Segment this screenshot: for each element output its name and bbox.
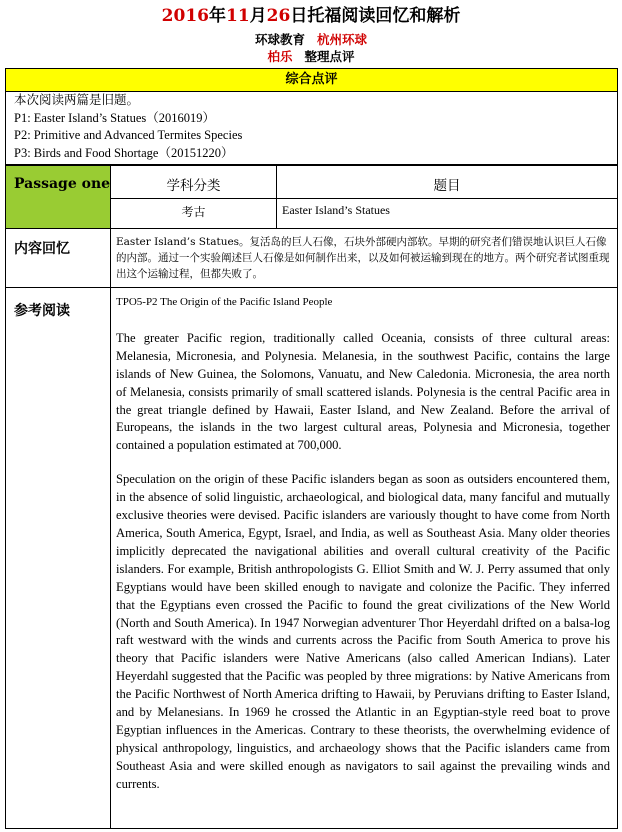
topic-value: Easter Island’s Statues <box>282 203 390 217</box>
reference-paragraph: The greater Pacific region, traditionally called Oceania, consists of three cultural areas: Melanesia, Micronesia, and Polynesia. Melanesia, in the southwest Pacific, contains the large islands of New Guinea, the Solomons, Vanuatu, and New Caledonia. Micronesia, the area north of Melanesia, consists primarily of small scattered islands. Polynesia is the central Pacific area in the great triangle defined by Hawaii, Easter Island, and New Zealand. Before the arrival of Europeans, the islands in the two largest cultural areas, Polynesia and Micronesia, together contained a population estimated at 700,000. <box>116 330 610 453</box>
table-border <box>5 228 618 229</box>
table-border <box>5 828 618 829</box>
overall-comment-heading: 综合点评 <box>5 68 618 92</box>
table-border <box>276 165 277 229</box>
reference-label: 参考阅读 <box>14 303 70 319</box>
organization-line: 环球教育 杭州环球 <box>254 32 368 47</box>
intro-line: P2: Primitive and Advanced Termites Species <box>14 128 243 142</box>
overall-comment-body <box>5 92 618 165</box>
intro-line: P1: Easter Island’s Statues（2016019） <box>14 110 216 125</box>
table-border <box>5 165 6 829</box>
reference-source: TPO5-P2 The Origin of the Pacific Island People <box>116 296 333 308</box>
recall-label: 内容回忆 <box>14 241 70 257</box>
table-border <box>617 165 618 829</box>
table-border <box>5 165 618 166</box>
topic-header: 题目 <box>433 178 461 194</box>
category-value: 考古 <box>181 205 206 219</box>
category-header: 学科分类 <box>166 178 221 194</box>
recall-text: Easter Island’s Statues。复活岛的巨人石像，石块外部硬内部软。早期的研究者们错误地认识巨人石像的内部。通过一个实验阐述巨人石像是如何制作出来，以及如何被运输到现在的地方。两个研究者试图重现出这个运输过程，但都失败了。 <box>116 236 610 280</box>
table-border <box>110 165 111 829</box>
passage-label: Passage one <box>14 176 111 192</box>
table-border <box>5 287 618 288</box>
page-title: 2016年11月26日托福阅读回忆和解析 <box>161 6 461 26</box>
intro-line: 本次阅读两篇是旧题。 <box>14 93 140 107</box>
reference-paragraph: Speculation on the origin of these Pacific islanders began as soon as outsiders encountered them, in the absence of solid linguistic, archaeological, and biological data, many fanciful and mutually exclusive theories were devised. Pacific islanders are variously thought to have come from North America, South America, Egypt, Israel, and India, as well as Southeast Asia. Many older theories implicitly deprecated the navigational abilities and overall cultural creativity of the Pacific islanders. For example, British anthropologists G. Elliot Smith and W. J. Perry assumed that only Egyptians would have been skilled enough to navigate and colonize the Pacific. They inferred that the Egyptians even crossed the Pacific to found the great civilizations of the New World (North and South America). In 1947 Norwegian adventurer Thor Heyerdahl drifted on a balsa-log raft westward with the winds and currents across the Pacific from South America to prove his theory that Pacific islanders were Native Americans (also called American Indians). Later Heyerdahl suggested that the Pacific was peopled by three migrations: by Native Americans from the Pacific Northwest of North America drifting to Hawaii, by Peruvians drifting to Easter Island, and by Melanesians. In 1969 he crossed the Atlantic in an Egyptian-style reed boat to prove Egyptian influences in the Americas. Contrary to these theorists, the overwhelming evidence of physical anthropology, linguistics, and archaeology shows that the Pacific islanders came from Southeast Asia and were skilled enough as navigators to sail against the prevailing winds and currents. <box>116 472 610 791</box>
reference-reading <box>116 294 610 794</box>
intro-line: P3: Birds and Food Shortage（20151220） <box>14 145 234 160</box>
table-border <box>110 198 618 199</box>
author-line: 柏乐 整理点评 <box>267 49 355 64</box>
